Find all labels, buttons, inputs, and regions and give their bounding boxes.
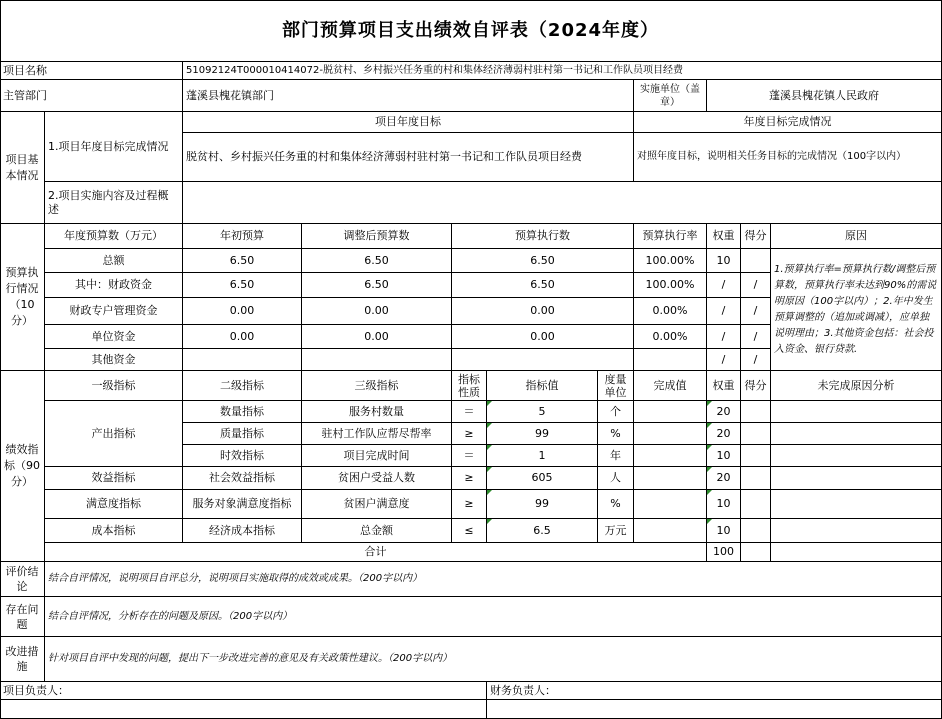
perf-row-unit[interactable]: 万元 bbox=[598, 519, 634, 543]
perf-row-nature[interactable]: ≥ bbox=[452, 423, 487, 445]
department-label: 主管部门 bbox=[0, 80, 183, 112]
perf-row-score[interactable] bbox=[741, 423, 771, 445]
perf-row-done[interactable] bbox=[634, 445, 707, 467]
implementing-unit-label: 实施单位（盖章） bbox=[634, 80, 707, 112]
page-title: 部门预算项目支出绩效自评表（2024年度） bbox=[0, 0, 942, 62]
measures-label: 改进措施 bbox=[0, 637, 45, 682]
budget-row-name: 单位资金 bbox=[45, 325, 183, 349]
project-name-value[interactable]: 51092124T000010414072-脱贫村、乡村振兴任务重的村和集体经济薄弱村驻村第一书记和工作队员项目经费 bbox=[183, 62, 942, 80]
total-label: 合计 bbox=[45, 543, 707, 562]
process-summary-label: 2.项目实施内容及过程概述 bbox=[45, 182, 183, 224]
budget-row-initial[interactable]: 6.50 bbox=[183, 249, 302, 273]
performance-section-label: 绩效指标（90分） bbox=[0, 371, 45, 562]
perf-row-unit[interactable]: % bbox=[598, 423, 634, 445]
total-analysis[interactable] bbox=[771, 543, 942, 562]
budget-row-executed[interactable]: 0.00 bbox=[452, 298, 634, 325]
perf-row-done[interactable] bbox=[634, 423, 707, 445]
perf-row-weight[interactable]: 10 bbox=[707, 490, 741, 519]
perf-row-level3: 服务村数量 bbox=[302, 401, 452, 423]
budget-row-initial[interactable] bbox=[183, 349, 302, 371]
perf-header-level3: 三级指标 bbox=[302, 371, 452, 401]
perf-header-score: 得分 bbox=[741, 371, 771, 401]
perf-row-analysis[interactable] bbox=[771, 519, 942, 543]
perf-row-level2: 社会效益指标 bbox=[183, 467, 302, 490]
perf-row-analysis[interactable] bbox=[771, 423, 942, 445]
total-score[interactable] bbox=[741, 543, 771, 562]
budget-row-name: 其中：财政资金 bbox=[45, 273, 183, 298]
perf-row-level2: 服务对象满意度指标 bbox=[183, 490, 302, 519]
target-completion-header: 年度目标完成情况 bbox=[634, 112, 942, 133]
perf-row-value[interactable]: 605 bbox=[487, 467, 598, 490]
budget-row-weight[interactable]: / bbox=[707, 273, 741, 298]
perf-row-value[interactable]: 99 bbox=[487, 490, 598, 519]
issues-value[interactable]: 结合自评情况，分析存在的问题及原因。（200字以内） bbox=[45, 597, 942, 637]
perf-row-level3: 项目完成时间 bbox=[302, 445, 452, 467]
level1-benefit: 效益指标 bbox=[45, 467, 183, 490]
perf-header-level2: 二级指标 bbox=[183, 371, 302, 401]
perf-row-level2: 质量指标 bbox=[183, 423, 302, 445]
perf-row-analysis[interactable] bbox=[771, 445, 942, 467]
target-completion-value[interactable]: 对照年度目标，说明相关任务目标的完成情况（100字以内） bbox=[634, 133, 942, 182]
measures-value[interactable]: 针对项目自评中发现的问题，提出下一步改进完善的意见及有关政策性建议。（200字以内） bbox=[45, 637, 942, 682]
budget-row-initial[interactable]: 6.50 bbox=[183, 273, 302, 298]
process-summary-value[interactable] bbox=[183, 182, 942, 224]
conclusion-label: 评价结论 bbox=[0, 562, 45, 597]
budget-row-adjusted[interactable]: 0.00 bbox=[302, 325, 452, 349]
budget-row-executed[interactable]: 6.50 bbox=[452, 273, 634, 298]
perf-row-value[interactable]: 6.5 bbox=[487, 519, 598, 543]
perf-header-weight: 权重 bbox=[707, 371, 741, 401]
perf-row-done[interactable] bbox=[634, 490, 707, 519]
perf-row-level2: 经济成本指标 bbox=[183, 519, 302, 543]
budget-row-score[interactable]: / bbox=[741, 298, 771, 325]
budget-header-adjusted: 调整后预算数 bbox=[302, 224, 452, 249]
implementing-unit-value[interactable]: 蓬溪县槐花镇人民政府 bbox=[707, 80, 942, 112]
perf-row-done[interactable] bbox=[634, 401, 707, 423]
perf-row-score[interactable] bbox=[741, 445, 771, 467]
budget-row-score[interactable] bbox=[741, 249, 771, 273]
budget-row-weight[interactable]: / bbox=[707, 298, 741, 325]
budget-row-rate[interactable]: 0.00% bbox=[634, 298, 707, 325]
perf-row-score[interactable] bbox=[741, 519, 771, 543]
budget-row-adjusted[interactable]: 6.50 bbox=[302, 249, 452, 273]
perf-header-nature: 指标性质 bbox=[452, 371, 487, 401]
budget-header-rate: 预算执行率 bbox=[634, 224, 707, 249]
perf-header-level1: 一级指标 bbox=[45, 371, 183, 401]
budget-header-amount: 年度预算数（万元） bbox=[45, 224, 183, 249]
finance-lead-signature[interactable] bbox=[487, 700, 942, 719]
perf-row-level3: 贫困户满意度 bbox=[302, 490, 452, 519]
budget-reason-note: 1.预算执行率=预算执行数/调整后预算数，预算执行率未达到90%的需说明原因（100字以内）；2.年中发生预算调整的（追加或调减），应单独说明理由；3.其他资金包括：社会投入资金、银行贷款. bbox=[771, 249, 942, 371]
perf-row-weight[interactable]: 10 bbox=[707, 519, 741, 543]
perf-row-level2: 时效指标 bbox=[183, 445, 302, 467]
perf-row-level3: 总金额 bbox=[302, 519, 452, 543]
perf-row-weight[interactable]: 20 bbox=[707, 467, 741, 490]
perf-row-value[interactable]: 1 bbox=[487, 445, 598, 467]
annual-target-label: 1.项目年度目标完成情况 bbox=[45, 112, 183, 182]
budget-row-name: 总额 bbox=[45, 249, 183, 273]
perf-row-level3: 贫困户受益人数 bbox=[302, 467, 452, 490]
perf-row-unit[interactable]: 年 bbox=[598, 445, 634, 467]
project-name-label: 项目名称 bbox=[0, 62, 183, 80]
budget-row-rate[interactable]: 0.00% bbox=[634, 325, 707, 349]
budget-header-reason: 原因 bbox=[771, 224, 942, 249]
perf-header-done: 完成值 bbox=[634, 371, 707, 401]
perf-row-score[interactable] bbox=[741, 401, 771, 423]
budget-row-name: 财政专户管理资金 bbox=[45, 298, 183, 325]
budget-section-label: 预算执行情况（10分） bbox=[0, 224, 45, 371]
perf-row-unit[interactable]: 人 bbox=[598, 467, 634, 490]
budget-header-score: 得分 bbox=[741, 224, 771, 249]
budget-row-executed[interactable] bbox=[452, 349, 634, 371]
level1-output: 产出指标 bbox=[45, 401, 183, 467]
budget-row-rate[interactable]: 100.00% bbox=[634, 273, 707, 298]
perf-row-unit[interactable]: 个 bbox=[598, 401, 634, 423]
budget-row-weight[interactable]: / bbox=[707, 349, 741, 371]
budget-row-name: 其他资金 bbox=[45, 349, 183, 371]
budget-row-adjusted[interactable]: 6.50 bbox=[302, 273, 452, 298]
budget-row-score[interactable]: / bbox=[741, 273, 771, 298]
perf-row-analysis[interactable] bbox=[771, 401, 942, 423]
basic-info-section-label: 项目基本情况 bbox=[0, 112, 45, 224]
perf-row-score[interactable] bbox=[741, 490, 771, 519]
perf-row-nature[interactable]: ＝ bbox=[452, 401, 487, 423]
perf-row-weight[interactable]: 10 bbox=[707, 445, 741, 467]
budget-row-executed[interactable]: 0.00 bbox=[452, 325, 634, 349]
finance-lead-label: 财务负责人： bbox=[487, 682, 942, 700]
perf-row-level3: 驻村工作队应帮尽帮率 bbox=[302, 423, 452, 445]
budget-row-adjusted[interactable]: 0.00 bbox=[302, 298, 452, 325]
budget-row-weight[interactable]: 10 bbox=[707, 249, 741, 273]
perf-row-nature[interactable]: ≥ bbox=[452, 490, 487, 519]
budget-row-rate[interactable]: 100.00% bbox=[634, 249, 707, 273]
perf-row-weight[interactable]: 20 bbox=[707, 401, 741, 423]
annual-target-header: 项目年度目标 bbox=[183, 112, 634, 133]
perf-row-nature[interactable]: ≤ bbox=[452, 519, 487, 543]
budget-header-executed: 预算执行数 bbox=[452, 224, 634, 249]
perf-row-analysis[interactable] bbox=[771, 490, 942, 519]
perf-row-nature[interactable]: ≥ bbox=[452, 467, 487, 490]
budget-row-initial[interactable]: 0.00 bbox=[183, 298, 302, 325]
perf-row-weight[interactable]: 20 bbox=[707, 423, 741, 445]
budget-row-initial[interactable]: 0.00 bbox=[183, 325, 302, 349]
budget-row-score[interactable]: / bbox=[741, 325, 771, 349]
total-weight: 100 bbox=[707, 543, 741, 562]
perf-row-analysis[interactable] bbox=[771, 467, 942, 490]
budget-row-weight[interactable]: / bbox=[707, 325, 741, 349]
budget-row-score[interactable]: / bbox=[741, 349, 771, 371]
annual-target-value[interactable]: 脱贫村、乡村振兴任务重的村和集体经济薄弱村驻村第一书记和工作队员项目经费 bbox=[183, 133, 634, 182]
perf-row-level2: 数量指标 bbox=[183, 401, 302, 423]
budget-row-executed[interactable]: 6.50 bbox=[452, 249, 634, 273]
perf-header-value: 指标值 bbox=[487, 371, 598, 401]
budget-row-adjusted[interactable] bbox=[302, 349, 452, 371]
perf-row-nature[interactable]: ＝ bbox=[452, 445, 487, 467]
budget-header-weight: 权重 bbox=[707, 224, 741, 249]
project-lead-label: 项目负责人： bbox=[0, 682, 487, 700]
level1-cost: 成本指标 bbox=[45, 519, 183, 543]
level1-satisfaction: 满意度指标 bbox=[45, 490, 183, 519]
conclusion-value[interactable]: 结合自评情况，说明项目自评总分，说明项目实施取得的成效或成果。（200字以内） bbox=[45, 562, 942, 597]
perf-row-done[interactable] bbox=[634, 519, 707, 543]
budget-row-rate[interactable] bbox=[634, 349, 707, 371]
issues-label: 存在问题 bbox=[0, 597, 45, 637]
perf-row-done[interactable] bbox=[634, 467, 707, 490]
perf-row-value[interactable]: 99 bbox=[487, 423, 598, 445]
perf-header-unit: 度量单位 bbox=[598, 371, 634, 401]
perf-header-analysis: 未完成原因分析 bbox=[771, 371, 942, 401]
perf-row-value[interactable]: 5 bbox=[487, 401, 598, 423]
department-value[interactable]: 蓬溪县槐花镇部门 bbox=[183, 80, 634, 112]
perf-row-unit[interactable]: % bbox=[598, 490, 634, 519]
project-lead-signature[interactable] bbox=[0, 700, 487, 719]
perf-row-score[interactable] bbox=[741, 467, 771, 490]
budget-header-initial: 年初预算 bbox=[183, 224, 302, 249]
